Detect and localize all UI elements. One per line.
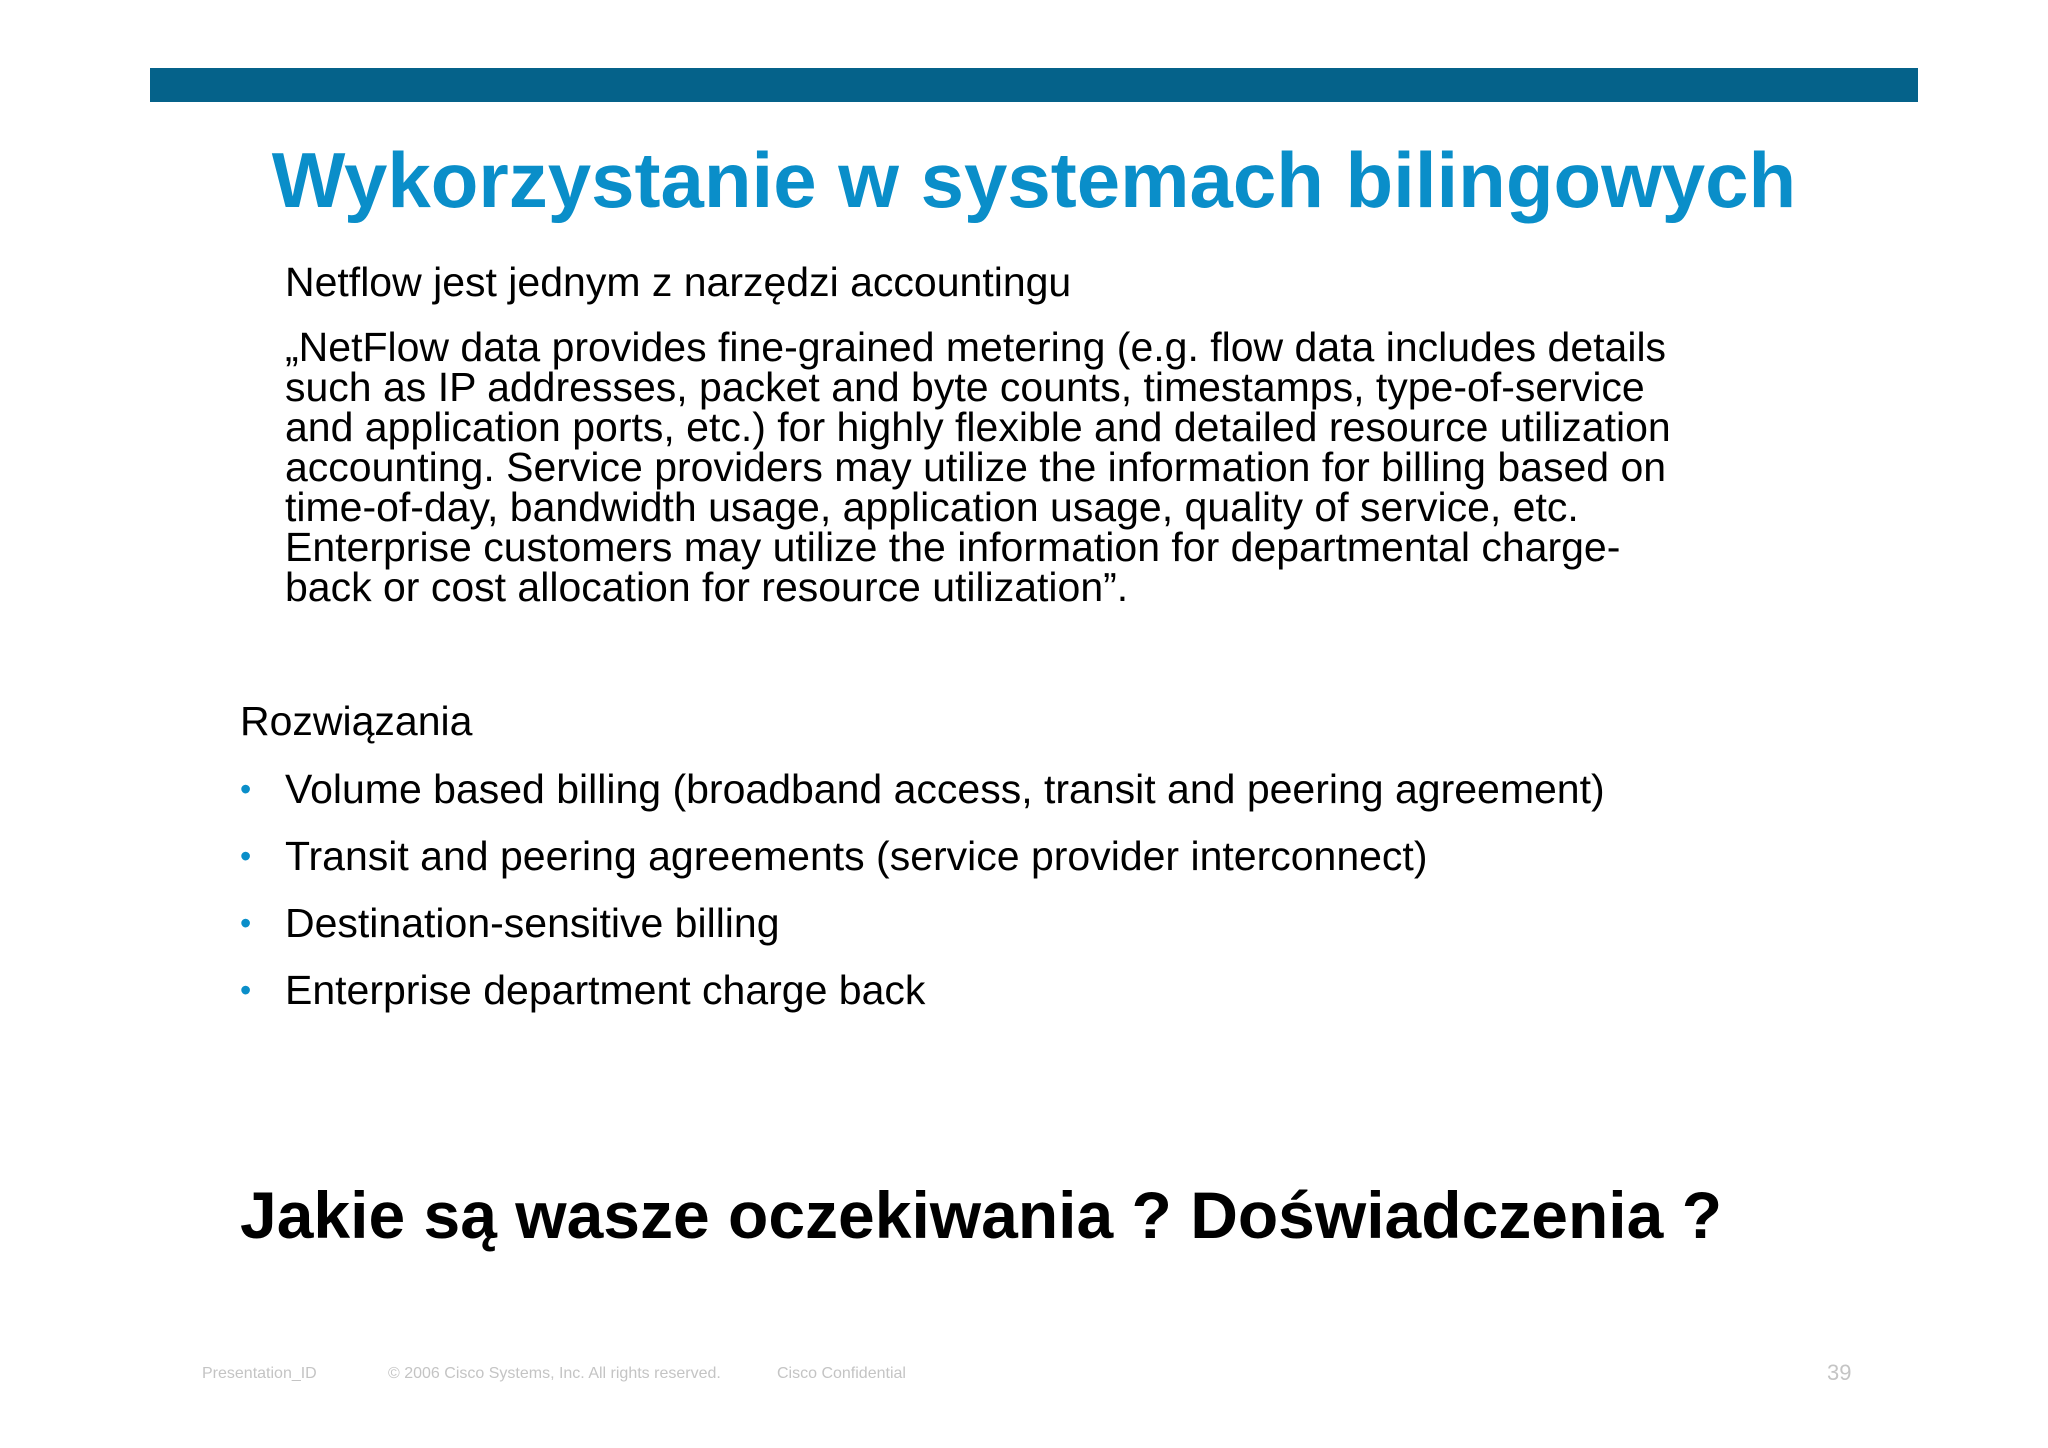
- list-item-text: Enterprise department charge back: [285, 967, 926, 1013]
- list-item: [240, 764, 1605, 831]
- quote-line: such as IP addresses, packet and byte counts, timestamps, type-of-service: [285, 364, 1645, 410]
- intro-text: Netflow jest jednym z narzędzi accountingu: [285, 259, 1072, 305]
- solutions-list: [240, 764, 1605, 1032]
- list-item: [240, 965, 1605, 1032]
- bullet-icon: •: [240, 972, 252, 1008]
- netflow-quote: [285, 324, 1845, 610]
- quote-line: accounting. Service providers may utilize the information for billing based on: [285, 444, 1667, 490]
- top-accent-bar: [150, 68, 1918, 102]
- solutions-heading: Rozwiązania: [240, 698, 473, 744]
- page-number: 39: [1827, 1360, 1852, 1385]
- list-item-text: Transit and peering agreements (service provider interconnect): [285, 833, 1428, 879]
- list-item-text: Volume based billing (broadband access, transit and peering agreement): [285, 766, 1605, 812]
- closing-question: Jakie są wasze oczekiwania ? Doświadczenia ?: [240, 1178, 1723, 1252]
- slide-title: Wykorzystanie w systemach bilingowych: [271, 136, 1797, 224]
- bullet-icon: •: [240, 838, 252, 874]
- bullet-icon: •: [240, 905, 252, 941]
- footer-confidential: Cisco Confidential: [777, 1365, 906, 1382]
- quote-line: time-of-day, bandwidth usage, application usage, quality of service, etc.: [285, 484, 1579, 530]
- list-item: [240, 831, 1605, 898]
- quote-line: and application ports, etc.) for highly flexible and detailed resource utilization: [285, 404, 1671, 450]
- list-item-text: Destination-sensitive billing: [285, 900, 780, 946]
- bullet-icon: •: [240, 771, 252, 807]
- footer-presentation-id: Presentation_ID: [202, 1365, 317, 1382]
- footer-copyright: © 2006 Cisco Systems, Inc. All rights reserved.: [388, 1365, 721, 1382]
- quote-line: Enterprise customers may utilize the information for departmental charge-: [285, 524, 1621, 570]
- quote-line: back or cost allocation for resource utilization”.: [285, 564, 1129, 610]
- list-item: [240, 898, 1605, 965]
- quote-line: „NetFlow data provides fine-grained metering (e.g. flow data includes details: [285, 324, 1667, 370]
